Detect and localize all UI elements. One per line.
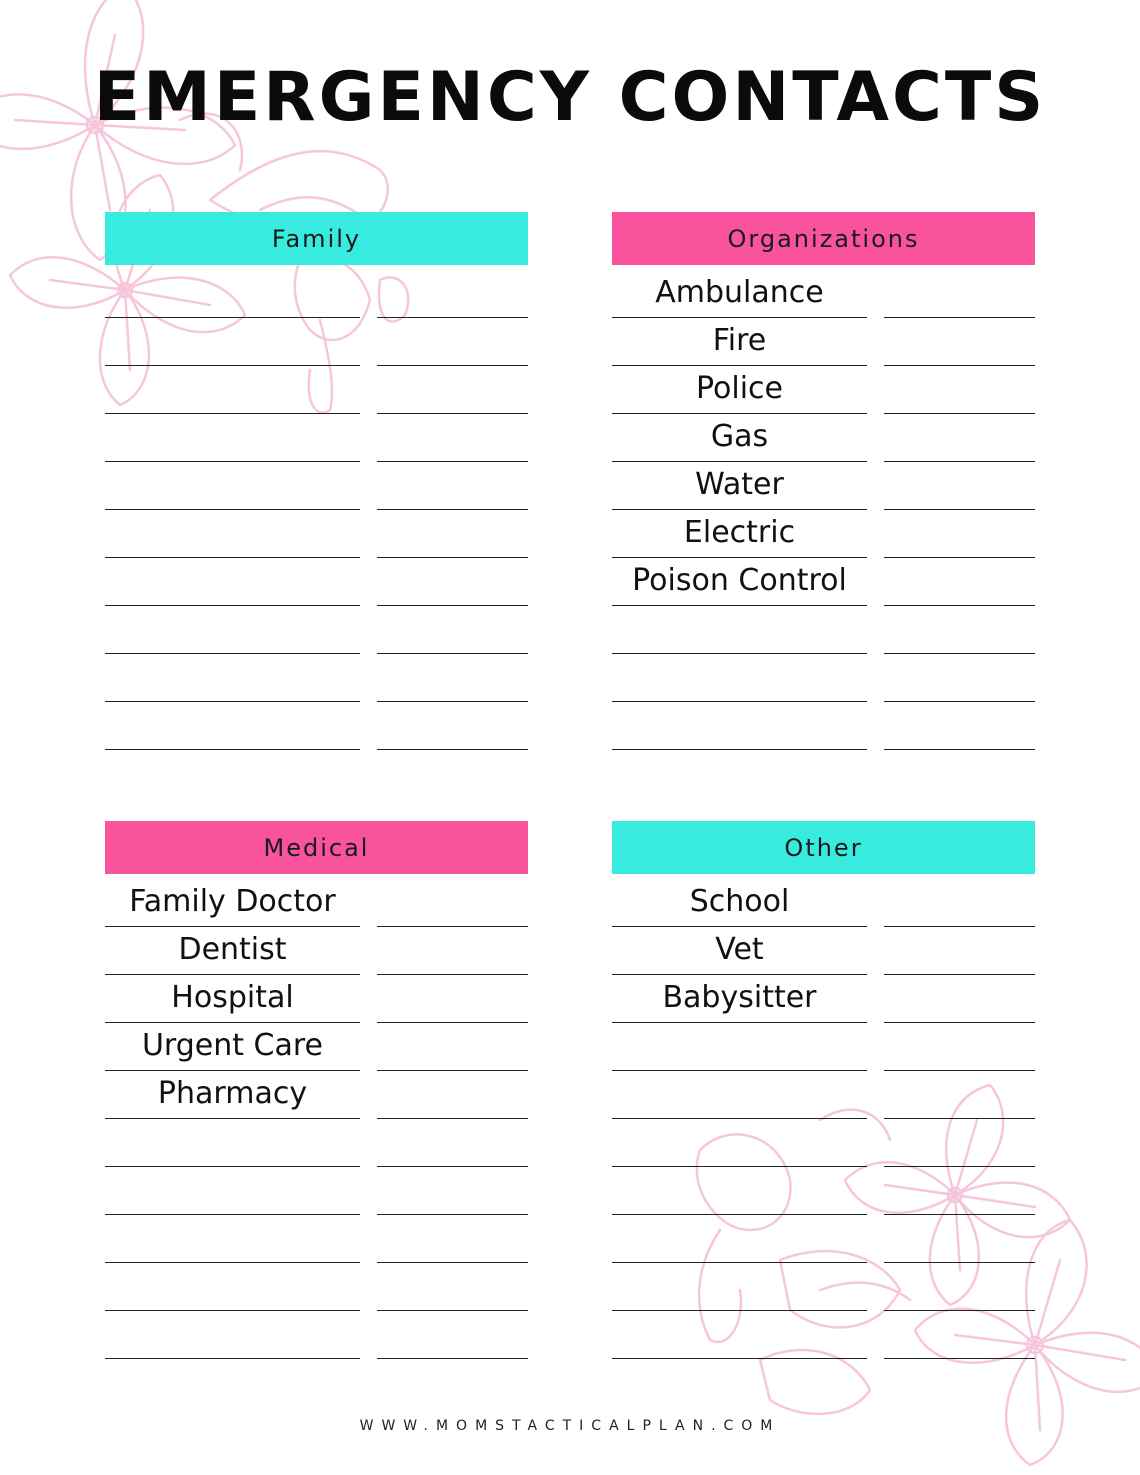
contact-row xyxy=(612,1263,1035,1311)
contact-number-line[interactable] xyxy=(377,317,528,366)
contact-row xyxy=(105,654,528,702)
contact-number-line[interactable] xyxy=(884,653,1035,702)
contact-number-line[interactable] xyxy=(884,1022,1035,1071)
contact-number-line[interactable] xyxy=(377,461,528,510)
contact-name-label: Police xyxy=(696,371,783,406)
contact-number-line[interactable] xyxy=(884,365,1035,414)
contact-name-label: Babysitter xyxy=(662,980,817,1015)
contact-row xyxy=(105,414,528,462)
contact-number-line[interactable] xyxy=(377,413,528,462)
contact-row xyxy=(105,606,528,654)
section-header-family: Family xyxy=(105,212,528,265)
contact-name-label: Vet xyxy=(715,932,764,967)
contact-row xyxy=(105,270,528,318)
contact-number-line[interactable] xyxy=(884,878,1035,927)
section-other xyxy=(612,821,1035,1361)
contact-number-line[interactable] xyxy=(884,1262,1035,1311)
contact-row xyxy=(612,1023,1035,1071)
contact-name-line[interactable] xyxy=(612,365,867,414)
section-header-organizations: Organizations xyxy=(612,212,1035,265)
contact-row xyxy=(612,927,1035,975)
contact-number-line[interactable] xyxy=(377,974,528,1023)
contact-name-line[interactable] xyxy=(612,926,867,975)
contact-number-line[interactable] xyxy=(884,269,1035,318)
contact-number-line[interactable] xyxy=(377,1118,528,1167)
contact-number-line[interactable] xyxy=(377,557,528,606)
contact-name-line[interactable] xyxy=(105,1022,360,1071)
section-organizations xyxy=(612,212,1035,752)
contact-name-line[interactable] xyxy=(612,974,867,1023)
contact-number-line[interactable] xyxy=(377,653,528,702)
contact-row xyxy=(612,1167,1035,1215)
contact-row xyxy=(105,879,528,927)
contact-name-label: Dentist xyxy=(178,932,287,967)
section-header-medical: Medical xyxy=(105,821,528,874)
contact-row xyxy=(612,654,1035,702)
contact-name-label: School xyxy=(689,884,790,919)
contact-name-label: Urgent Care xyxy=(141,1028,324,1063)
section-family xyxy=(105,212,528,752)
contact-name-line[interactable] xyxy=(612,1310,867,1359)
contact-number-line[interactable] xyxy=(884,413,1035,462)
contact-number-line[interactable] xyxy=(884,1214,1035,1263)
contact-name-line[interactable] xyxy=(612,1022,867,1071)
contact-number-line[interactable] xyxy=(377,1022,528,1071)
contact-number-line[interactable] xyxy=(377,269,528,318)
contact-name-line[interactable] xyxy=(105,1214,360,1263)
contact-name-line[interactable] xyxy=(612,878,867,927)
contact-number-line[interactable] xyxy=(884,1166,1035,1215)
contact-name-line[interactable] xyxy=(105,269,360,318)
contact-row xyxy=(105,1215,528,1263)
contact-name-label: Hospital xyxy=(171,980,294,1015)
contact-name-line[interactable] xyxy=(105,878,360,927)
contact-number-line[interactable] xyxy=(377,605,528,654)
contact-name-line[interactable] xyxy=(105,926,360,975)
contact-number-line[interactable] xyxy=(884,509,1035,558)
contact-row xyxy=(612,1311,1035,1359)
contact-name-line[interactable] xyxy=(105,1262,360,1311)
contact-row xyxy=(612,606,1035,654)
contact-row xyxy=(105,510,528,558)
contact-row xyxy=(105,462,528,510)
contact-name-line[interactable] xyxy=(105,1166,360,1215)
contact-name-line[interactable] xyxy=(105,461,360,510)
contact-name-label: Gas xyxy=(710,419,769,454)
contact-name-line[interactable] xyxy=(105,557,360,606)
contact-name-line[interactable] xyxy=(612,317,867,366)
contact-row xyxy=(105,1167,528,1215)
contact-name-line[interactable] xyxy=(105,365,360,414)
page-title: EMERGENCY CONTACTS xyxy=(93,58,1047,137)
contact-row xyxy=(612,1215,1035,1263)
contact-number-line[interactable] xyxy=(377,926,528,975)
contact-name-label: Electric xyxy=(683,515,796,550)
contact-name-line[interactable] xyxy=(612,1214,867,1263)
contact-number-line[interactable] xyxy=(884,557,1035,606)
contact-number-line[interactable] xyxy=(884,605,1035,654)
contact-number-line[interactable] xyxy=(377,1214,528,1263)
contact-row xyxy=(612,366,1035,414)
contact-name-label: Family Doctor xyxy=(129,884,336,919)
contact-number-line[interactable] xyxy=(377,509,528,558)
contact-name-line[interactable] xyxy=(612,509,867,558)
contact-name-line[interactable] xyxy=(612,653,867,702)
contact-name-line[interactable] xyxy=(105,317,360,366)
contact-number-line[interactable] xyxy=(377,878,528,927)
contact-row xyxy=(612,318,1035,366)
contact-number-line[interactable] xyxy=(377,1166,528,1215)
contact-number-line[interactable] xyxy=(884,317,1035,366)
contact-name-label: Fire xyxy=(712,323,767,358)
section-medical xyxy=(105,821,528,1361)
contact-row xyxy=(105,366,528,414)
contact-name-line[interactable] xyxy=(612,1118,867,1167)
contact-number-line[interactable] xyxy=(377,1070,528,1119)
contact-name-line[interactable] xyxy=(612,1262,867,1311)
section-header-other: Other xyxy=(612,821,1035,874)
contact-name-line[interactable] xyxy=(612,269,867,318)
contact-row xyxy=(612,558,1035,606)
contact-name-line[interactable] xyxy=(105,653,360,702)
contact-name-line[interactable] xyxy=(105,509,360,558)
contact-name-line[interactable] xyxy=(105,974,360,1023)
contact-number-line[interactable] xyxy=(884,1070,1035,1119)
contact-row xyxy=(105,1071,528,1119)
contact-name-label: Pharmacy xyxy=(157,1076,308,1111)
contact-row xyxy=(612,1119,1035,1167)
contact-name-line[interactable] xyxy=(105,701,360,750)
contact-row xyxy=(612,270,1035,318)
contact-row xyxy=(105,927,528,975)
contact-row xyxy=(105,1311,528,1359)
contact-row xyxy=(105,1023,528,1071)
contact-name-label: Ambulance xyxy=(655,275,824,310)
contact-name-line[interactable] xyxy=(612,1166,867,1215)
contact-row xyxy=(612,879,1035,927)
contact-row xyxy=(612,462,1035,510)
contact-row xyxy=(612,510,1035,558)
contact-name-line[interactable] xyxy=(105,413,360,462)
contact-number-line[interactable] xyxy=(884,926,1035,975)
contact-number-line[interactable] xyxy=(884,974,1035,1023)
contact-row xyxy=(105,702,528,750)
contact-name-label: Poison Control xyxy=(632,563,847,598)
footer-url: WWW.MOMSTACTICALPLAN.COM xyxy=(359,1418,781,1434)
contact-name-line[interactable] xyxy=(612,557,867,606)
contact-name-line[interactable] xyxy=(612,701,867,750)
contact-name-line[interactable] xyxy=(105,1118,360,1167)
contact-row xyxy=(612,975,1035,1023)
contact-row xyxy=(105,1119,528,1167)
contact-name-line[interactable] xyxy=(105,1310,360,1359)
contact-number-line[interactable] xyxy=(884,701,1035,750)
contact-name-line[interactable] xyxy=(105,605,360,654)
contact-row xyxy=(612,702,1035,750)
contact-row xyxy=(612,1071,1035,1119)
contact-row xyxy=(105,558,528,606)
contact-name-line[interactable] xyxy=(612,1070,867,1119)
contact-number-line[interactable] xyxy=(884,1310,1035,1359)
contact-number-line[interactable] xyxy=(377,365,528,414)
contact-row xyxy=(612,414,1035,462)
contact-number-line[interactable] xyxy=(884,1118,1035,1167)
contact-name-line[interactable] xyxy=(612,605,867,654)
contact-name-line[interactable] xyxy=(612,413,867,462)
contact-name-line[interactable] xyxy=(105,1070,360,1119)
contact-number-line[interactable] xyxy=(377,1262,528,1311)
contact-number-line[interactable] xyxy=(377,1310,528,1359)
contact-number-line[interactable] xyxy=(377,701,528,750)
contact-row xyxy=(105,1263,528,1311)
contact-row xyxy=(105,318,528,366)
contact-name-line[interactable] xyxy=(612,461,867,510)
contact-number-line[interactable] xyxy=(884,461,1035,510)
contact-name-label: Water xyxy=(695,467,784,502)
contact-row xyxy=(105,975,528,1023)
